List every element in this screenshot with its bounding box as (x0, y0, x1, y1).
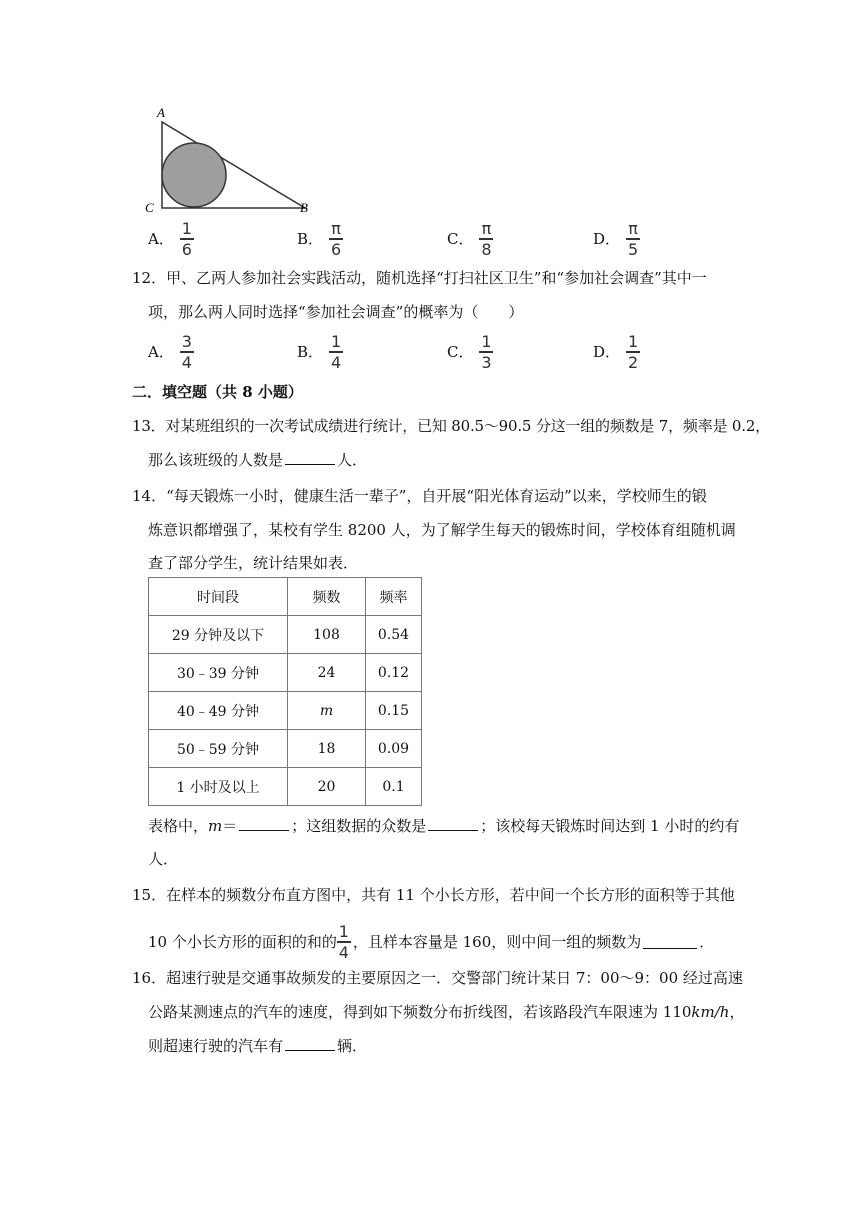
table-cell: 0.1 (366, 768, 422, 806)
label-c: C (145, 200, 154, 215)
table-cell: 29 分钟及以下 (149, 616, 288, 654)
q14-line-2: 炼意识都增强了，某校有学生 8200 人，为了解学生每天的锻炼时间，学校体育组随机调 (148, 521, 736, 539)
table-row (149, 692, 422, 730)
option-letter: D． (593, 343, 621, 362)
q14-blank-mode[interactable] (428, 816, 478, 831)
q13-text-b: 人． (337, 451, 368, 469)
q15-answer-blank[interactable] (643, 934, 697, 949)
fraction: $\frac{\pi}{6}$ (330, 219, 342, 259)
q11-option-d[interactable] (593, 220, 640, 258)
q11-option-c[interactable] (447, 220, 493, 258)
q14-blank-m[interactable] (239, 816, 289, 831)
table-cell: 1 小时及以上 (149, 768, 288, 806)
option-letter: C． (447, 343, 474, 362)
option-letter: D． (593, 230, 621, 249)
q14-line-1: 14．“每天锻炼一小时，健康生活一辈子”，自开展“阳光体育运动”以来，学校师生的锻 (132, 487, 707, 505)
fraction: $\frac{1}{3}$ (481, 332, 492, 372)
fraction: $\frac{1}{4}$ (338, 922, 349, 962)
fraction: $\frac{3}{4}$ (181, 332, 192, 372)
q12-line-2: 项，那么两人同时选择“参加社会调查”的概率为（ ） (148, 303, 524, 321)
table-cell: 18 (288, 730, 366, 768)
table-cell: 50﹣59 分钟 (149, 730, 288, 768)
q16-line-1: 16．超速行驶是交通事故频发的主要原因之一．交警部门统计某日 7：00～9：00 经过高速 (132, 969, 743, 987)
q15-line-2: 10 个小长方形的面积的和的 $\frac{1}{4}$ ，且样本容量是 160，则中间一组的频数为 ． (148, 922, 715, 962)
option-letter: A． (148, 343, 174, 362)
table-row (149, 768, 422, 806)
table-cell: 20 (288, 768, 366, 806)
q16-line-2: 公路某测速点的汽车的速度，得到如下频数分布折线图，若该路段汽车限速为 110km/h， (148, 1003, 745, 1021)
fraction: $\frac{\pi}{8}$ (481, 219, 492, 259)
table-row (149, 654, 422, 692)
fraction: $\frac{1}{6}$ (181, 219, 192, 259)
q14-line-3: 查了部分学生，统计结果如表． (148, 554, 359, 572)
q11-option-b[interactable] (297, 220, 343, 258)
table-cell: 108 (288, 616, 366, 654)
fraction: $\frac{\pi}{5}$ (627, 219, 639, 259)
label-a: A (157, 105, 165, 120)
table-row (149, 616, 422, 654)
q16-answer-blank[interactable] (285, 1036, 335, 1051)
table-cell: 0.54 (366, 616, 422, 654)
label-b: B (300, 200, 308, 215)
q12-option-c[interactable] (447, 333, 493, 371)
q13-line-2 (148, 450, 367, 470)
table-row (149, 730, 422, 768)
q12-option-b[interactable] (297, 333, 343, 371)
q16-line-3: 则超速行驶的汽车有 辆． (148, 1037, 368, 1055)
q14-after-line-2: 人． (148, 850, 179, 868)
q13-answer-blank[interactable] (285, 450, 335, 465)
section-2-title: 二．填空题（共 8 小题） (132, 383, 303, 401)
triangle-figure (140, 100, 320, 220)
fraction: $\frac{1}{4}$ (330, 332, 342, 372)
table-cell: m (288, 692, 366, 730)
inscribed-circle (162, 143, 226, 207)
table-cell: 0.15 (366, 692, 422, 730)
q15-line-1: 15．在样本的频数分布直方图中，共有 11 个小长方形，若中间一个长方形的面积等于其他 (132, 886, 735, 904)
q11-option-a[interactable] (148, 220, 194, 258)
table-header: 时间段 (149, 578, 288, 616)
q12-line-1: 12．甲、乙两人参加社会实践活动，随机选择“打扫社区卫生”和“参加社会调查”其中一 (132, 269, 707, 287)
option-letter: B． (297, 343, 324, 362)
q12-option-d[interactable] (593, 333, 640, 371)
table-cell: 0.09 (366, 730, 422, 768)
option-letter: B． (297, 230, 324, 249)
table-header: 频数 (288, 578, 366, 616)
table-cell: 30﹣39 分钟 (149, 654, 288, 692)
table-cell: 24 (288, 654, 366, 692)
table-cell: 40﹣49 分钟 (149, 692, 288, 730)
q14-after-line-1: 表格中，m＝ ；这组数据的众数是 ；该校每天锻炼时间达到 1 小时的约有 (148, 817, 740, 835)
option-letter: C． (447, 230, 474, 249)
q12-option-a[interactable] (148, 333, 194, 371)
table-header: 频率 (366, 578, 422, 616)
table-cell: 0.12 (366, 654, 422, 692)
q14-table (148, 577, 422, 806)
option-letter: A． (148, 230, 174, 249)
table-header-row (149, 578, 422, 616)
q13-text-a: 那么该班级的人数是 (148, 451, 284, 469)
fraction: $\frac{1}{2}$ (627, 332, 639, 372)
q13-line-1: 13．对某班组织的一次考试成绩进行统计，已知 80.5～90.5 分这一组的频数是 7，频率是 0.2， (132, 417, 770, 435)
